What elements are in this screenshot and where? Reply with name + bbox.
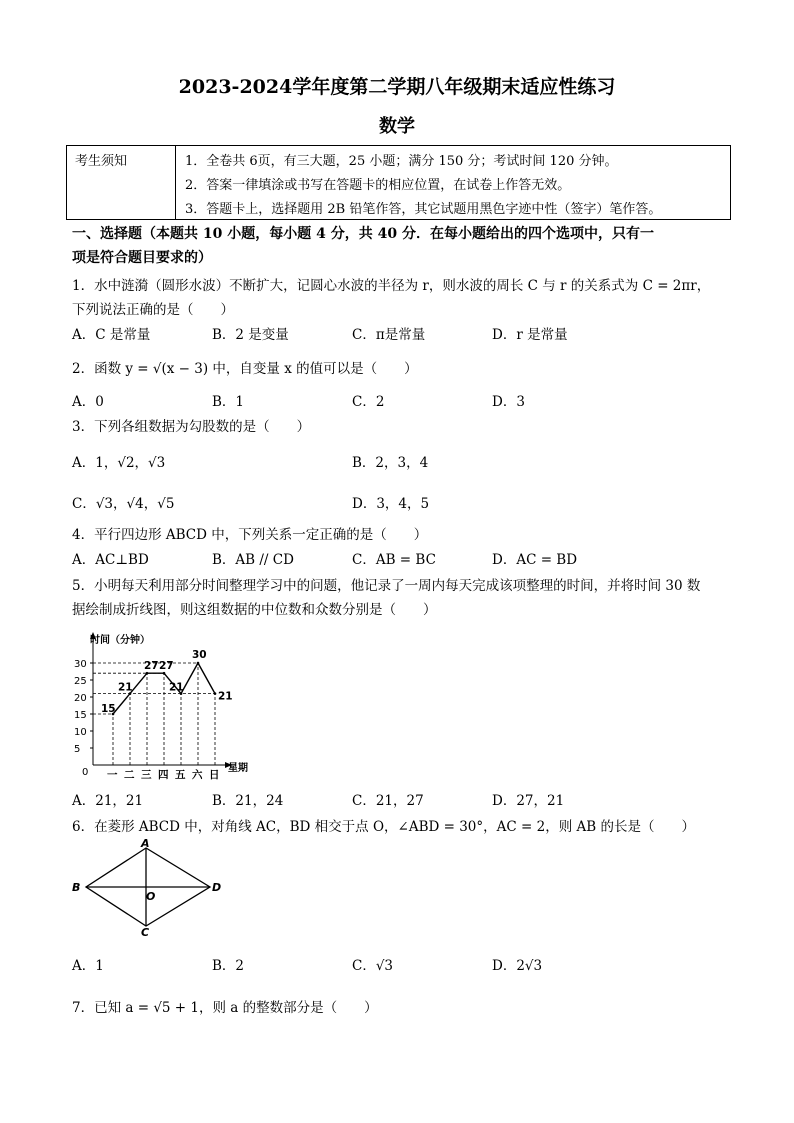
q1-option-a: A．C 是常量: [72, 327, 151, 343]
exam-title: 2023-2024学年度第二学期八年级期末适应性练习: [178, 76, 616, 98]
vertex-b-label: B: [72, 881, 81, 894]
line-chart: [70, 630, 260, 780]
q3-option-c: C．√3，√4，√5: [72, 496, 175, 512]
data-point: [163, 672, 166, 675]
data-label: 27: [144, 660, 159, 673]
q2-option-d: D．3: [492, 394, 525, 410]
data-label: 27: [159, 660, 174, 673]
y-tick-label: 10: [74, 727, 87, 738]
x-tick-label: 一: [107, 769, 118, 780]
q6-option-c: C．√3: [352, 958, 394, 974]
origin-label: 0: [82, 767, 89, 778]
data-label: 30: [192, 649, 207, 661]
notice-label: 考生须知: [75, 154, 128, 169]
y-tick-label: 5: [74, 744, 81, 755]
data-point: [214, 692, 217, 695]
data-point: [146, 672, 149, 675]
q5-option-b: B．21，24: [212, 793, 284, 809]
vertex-a-label: A: [141, 838, 150, 850]
q2-option-c: C．2: [352, 394, 385, 410]
q4-option-d: D．AC = BD: [492, 552, 578, 568]
q2-stem: 2．函数 y = √(x − 3) 中，自变量 x 的值可以是（ ）: [72, 361, 418, 377]
q1-option-d: D．r 是常量: [492, 327, 568, 343]
data-label: 21: [218, 690, 233, 703]
x-tick-label: 六: [192, 769, 203, 780]
section-heading-line-2: 项是符合题目要求的）: [72, 250, 212, 266]
q5-option-c: C．21，27: [352, 793, 424, 809]
x-tick-label: 日: [209, 769, 220, 780]
q5-stem-line-2: 据绘制成折线图，则这组数据的中位数和众数分别是（ ）: [72, 602, 437, 618]
vertex-c-label: C: [141, 926, 150, 938]
x-tick-label: 四: [158, 769, 169, 780]
q6-option-a: A．1: [72, 958, 104, 974]
q1-option-c: C．π是常量: [352, 327, 426, 343]
rhombus-figure: [68, 838, 228, 938]
y-tick-label: 20: [74, 693, 87, 704]
notice-rule-1: 1．全卷共 6页，有三大题，25 小题；满分 150 分；考试时间 120 分钟。: [185, 154, 618, 169]
q5-option-d: D．27，21: [492, 793, 565, 809]
x-axis-label: 星期: [228, 763, 248, 774]
x-tick-label: 三: [141, 769, 152, 780]
center-o-label: O: [146, 890, 156, 903]
notice-label-cell: [67, 146, 176, 219]
q1-stem-line-1: 1．水中涟漪（圆形水波）不断扩大，记圆心水波的半径为 r，则水波的周长 C 与 r 的关系式为 C = 2πr，: [72, 278, 711, 294]
q4-option-c: C．AB = BC: [352, 552, 436, 568]
notice-rule-3: 3．答题卡上，选择题用 2B 铅笔作答，其它试题用黑色字迹中性（签字）笔作答。: [185, 202, 662, 217]
q3-option-d: D．3，4，5: [352, 496, 430, 512]
q4-option-b: B．AB // CD: [212, 552, 294, 568]
q6-stem: 6．在菱形 ABCD 中，对角线 AC，BD 相交于点 O，∠ABD = 30°，AC = 2，则 AB 的长是（ ）: [72, 819, 695, 835]
q4-stem: 4．平行四边形 ABCD 中，下列关系一定正确的是（ ）: [72, 527, 428, 543]
exam-subject: 数学: [379, 116, 415, 137]
q5-option-a: A．21，21: [72, 793, 144, 809]
y-tick-label: 30: [74, 659, 87, 670]
q1-option-b: B．2 是变量: [212, 327, 289, 343]
vertex-d-label: D: [212, 881, 222, 894]
x-tick-label: 五: [175, 769, 186, 780]
q2-option-b: B．1: [212, 394, 245, 410]
y-tick-label: 15: [74, 710, 87, 721]
data-point: [197, 662, 200, 665]
data-label: 21: [118, 681, 133, 694]
x-tick-label: 二: [124, 769, 135, 780]
y-axis-label: 时间（分钟）: [90, 635, 150, 646]
q1-stem-line-2: 下列说法正确的是（ ）: [72, 302, 234, 318]
data-label: 15: [101, 703, 116, 715]
y-tick-label: 25: [74, 676, 87, 687]
q6-option-d: D．2√3: [492, 958, 543, 974]
data-label: 21: [169, 681, 184, 694]
notice-table: [66, 145, 731, 220]
q3-option-a: A．1，√2，√3: [72, 455, 166, 471]
q7-stem: 7．已知 a = √5 + 1，则 a 的整数部分是（ ）: [72, 1000, 378, 1016]
q2-option-a: A．0: [72, 394, 104, 410]
q3-stem: 3．下列各组数据为勾股数的是（ ）: [72, 419, 311, 435]
q3-option-b: B．2，3，4: [352, 455, 429, 471]
q5-stem-line-1: 5．小明每天利用部分时间整理学习中的问题，他记录了一周内每天完成该项整理的时间，并将时间 30 数: [72, 578, 701, 594]
q6-option-b: B．2: [212, 958, 245, 974]
q4-option-a: A．AC⊥BD: [72, 552, 149, 568]
notice-rule-2: 2．答案一律填涂或书写在答题卡的相应位置，在试卷上作答无效。: [185, 178, 571, 193]
section-heading-line-1: 一、选择题（本题共 10 小题，每小题 4 分，共 40 分．在每小题给出的四个选项中，只有一: [72, 226, 654, 242]
